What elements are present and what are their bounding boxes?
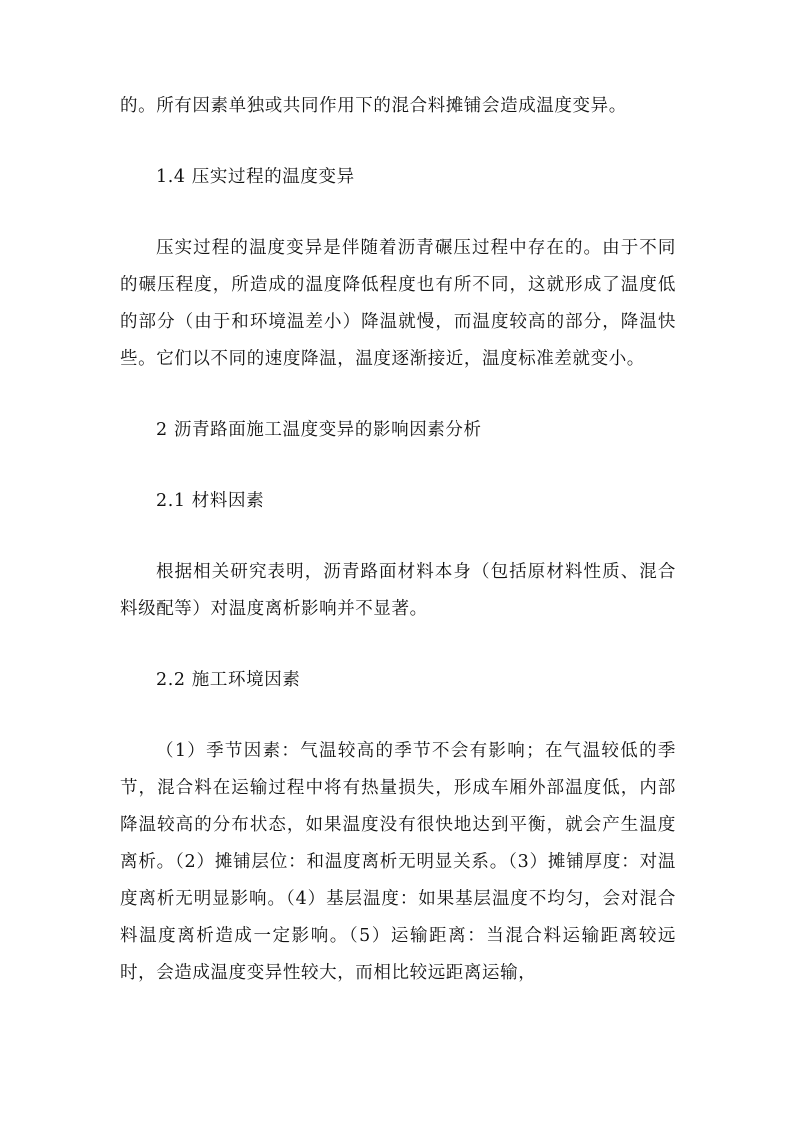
paragraph-gap [120, 125, 676, 159]
section-heading-2-2: 2.2 施工环境因素 [156, 670, 301, 690]
paragraph-environment: （1）季节因素：气温较高的季节不会有影响；在气温较低的季节，混合料在运输过程中将有热量损失，形成车厢外部温度低，内部降温较高的分布状态，如果温度没有很快地达到平衡，就会产生温度离析。（2）摊铺层位：和温度离析无明显关系。（3）摊铺厚度：对温度离析无明显影响。（4）基层温度：如果基层温度不均匀，会对混合料温度离析造成一定影响。（5）运输距离：当混合料运输距离较远时，会造成温度变异性较大，而相比较远距离运输， [120, 741, 676, 983]
paragraph-gap [120, 699, 676, 733]
paragraph-gap [120, 196, 676, 230]
paragraph-gap [120, 378, 676, 412]
section-heading-2: 2 沥青路面施工温度变异的影响因素分析 [156, 420, 482, 440]
paragraph-continuation: 的。所有因素单独或共同作用下的混合料摊铺会造成温度变异。 [120, 96, 627, 116]
paragraph-material: 根据相关研究表明，沥青路面材料本身（包括原材料性质、混合料级配等）对温度离析影响并不显著。 [120, 562, 676, 619]
document-body [120, 88, 676, 992]
paragraph-gap [120, 520, 676, 554]
paragraph-compaction: 压实过程的温度变异是伴随着沥青碾压过程中存在的。由于不同的碾压程度，所造成的温度降低程度也有所不同，这就形成了温度低的部分（由于和环境温差小）降温就慢，而温度较高的部分，降温快些。它们以不同的速度降温，温度逐渐接近，温度标准差就变小。 [120, 238, 676, 369]
section-heading-1-4: 1.4 压实过程的温度变异 [156, 167, 355, 187]
paragraph-gap [120, 628, 676, 662]
paragraph-gap [120, 449, 676, 483]
section-heading-2-1: 2.1 材料因素 [156, 491, 265, 511]
